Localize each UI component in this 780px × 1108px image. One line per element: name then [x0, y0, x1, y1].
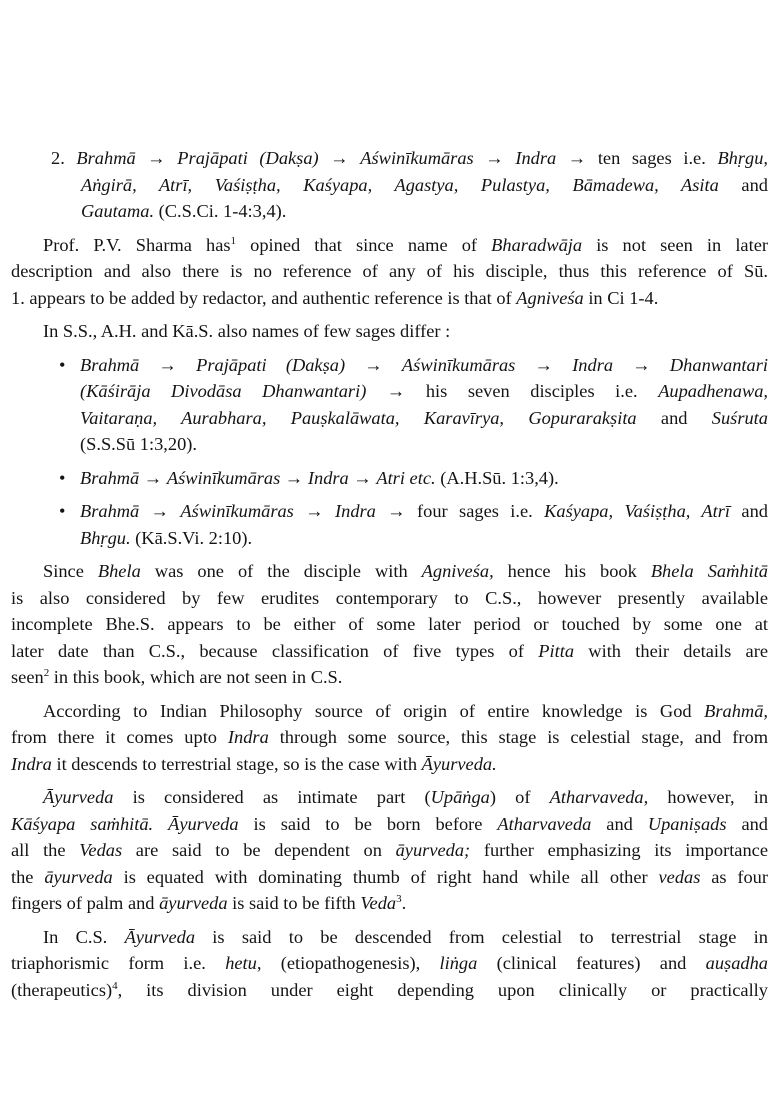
text-line [11, 638, 768, 665]
text-line [11, 465, 768, 492]
text-run: Vaitaraṇa, Aurabhara, Pauṣkalāwata, Karavīrya, Gopurarakṣita [80, 407, 637, 428]
text-run: further emphasizing its importance [470, 840, 768, 860]
text-run: Bharadwāja [491, 234, 583, 255]
text-run: through some source, this stage is celestial stage, and from [268, 727, 768, 747]
text-run: Aupadhenawa, [658, 381, 769, 401]
text-line [11, 977, 768, 1004]
text-run: Brahmā, [704, 700, 768, 721]
paragraph [11, 924, 768, 1004]
text-run: Upāṅga [430, 787, 490, 807]
text-line [11, 751, 768, 778]
text-run: Āyurveda [124, 926, 196, 947]
bullet-item [11, 465, 768, 492]
text-run: Atri etc. [376, 467, 436, 488]
paragraph [11, 784, 768, 917]
text-run: description and also there is no reference of any of his disciple, thus this reference of Sū. [11, 261, 768, 281]
text-run: is also considered by few erudites contemporary to C.S., however presently available [11, 587, 768, 608]
text-line [11, 258, 768, 285]
text-run: it descends to terrestrial stage, so is the case with [51, 753, 422, 774]
text-run: 1. appears to be added by redactor, and authentic reference is that of [11, 287, 517, 308]
text-run: Āyurveda. [421, 753, 497, 774]
text-run: Kaśyapa, Vaśiṣṭha, Atrī [544, 501, 731, 521]
text-run: Prajāpati (Dakṣa) [196, 354, 346, 375]
text-run: Aświnīkumāras [401, 354, 516, 375]
text-run: āyurveda [159, 893, 228, 913]
bullet-item [11, 352, 768, 458]
bullet-icon: • [59, 501, 66, 521]
text-line [11, 724, 768, 751]
text-run: Indra [335, 501, 376, 521]
text-run: as four [700, 866, 768, 887]
text-run: seen [11, 667, 44, 687]
text-line [11, 145, 768, 172]
text-line [11, 924, 768, 951]
text-run: Aświnīkumāras [180, 501, 294, 521]
text-line [11, 405, 768, 432]
text-run: Brahmā [76, 148, 136, 168]
text-run: → [515, 354, 573, 375]
text-line [11, 664, 768, 691]
bullet-icon: • [59, 354, 66, 375]
numbered-item [11, 145, 768, 225]
text-run: Suśruta [711, 407, 768, 428]
text-run: was one of the disciple with [140, 561, 422, 581]
text-line [11, 431, 768, 458]
text-run: all the [11, 840, 80, 860]
text-run: Bhṛgu, [717, 148, 769, 168]
text-line [11, 585, 768, 612]
footnote-ref: 3 [396, 893, 402, 905]
text-run: (A.H.Sū. 1:3,4). [435, 467, 559, 488]
text-run: Aṅgirā, Atrī, Vaśiṣṭha, Kaśyapa, Agastya, Pulastya, Bāmadewa, Asita [81, 174, 719, 195]
text-run: Aświnīkumāras [166, 467, 281, 488]
text-line [11, 318, 768, 345]
text-run: āyurveda [44, 866, 113, 887]
footnote-ref: 2 [43, 667, 50, 679]
text-run: later date than C.S., because classification of five types of [11, 640, 539, 661]
text-line [11, 698, 768, 725]
text-line [11, 784, 768, 811]
text-run: (Kāśirāja Divodāsa Dhanwantari) [80, 381, 367, 401]
text-run: is said to be descended from celestial to terrestrial stage in [195, 926, 768, 947]
text-run: → [348, 467, 377, 488]
text-run: → four sages i.e. [375, 501, 545, 521]
text-run: incomplete Bhe.S. appears to be either of some later period or touched by some one at [11, 614, 768, 634]
text-run: is equated with dominating thumb of right hand while all other [112, 866, 659, 887]
text-run: (S.S.Sū 1:3,20). [80, 434, 198, 454]
text-run: with their details are [574, 640, 768, 661]
text-run: Gautama. [81, 201, 155, 221]
text-run: → [613, 354, 670, 375]
text-run: → [293, 501, 335, 521]
text-run: is said to be fifth [227, 893, 361, 913]
text-run: Atharvaveda, [549, 787, 649, 807]
text-run: Prof. P.V. Sharma has [43, 234, 231, 255]
text-run: (therapeutics) [11, 979, 113, 1000]
text-run: → [280, 467, 308, 488]
footnote-ref: 4 [112, 979, 118, 992]
bullet-item [11, 498, 768, 551]
text-run: Indra [515, 148, 557, 168]
text-run: is not seen in later [582, 234, 768, 255]
text-run: vedas [658, 866, 701, 887]
text-run: from there it comes upto [11, 727, 228, 747]
text-run: Āyurveda [43, 787, 114, 807]
text-run: Bhela [97, 561, 141, 581]
text-run: Vedas [79, 840, 123, 860]
text-run: → [139, 467, 167, 488]
text-run: Indra [227, 727, 269, 747]
text-run: fingers of palm and [11, 893, 160, 913]
text-run: Aświnīkumāras [360, 148, 474, 168]
text-run: however, in [648, 787, 769, 807]
text-line [11, 232, 768, 259]
text-run: Kāśyapa saṁhitā. Āyurveda [11, 813, 239, 834]
paragraph [11, 318, 768, 345]
text-run: Agniveśa, [421, 561, 494, 581]
text-run: Bhela Saṁhitā [650, 561, 768, 581]
text-run: (C.S.Ci. 1-4:3,4). [154, 201, 287, 221]
text-run: is said to be born before [238, 813, 498, 834]
text-run: → [139, 501, 181, 521]
text-run: liṅga [439, 953, 478, 973]
text-run: and [730, 501, 768, 521]
text-line [11, 498, 768, 525]
text-run: Bhṛgu. [80, 527, 131, 548]
bullet-icon: • [59, 467, 66, 488]
text-run: and [591, 813, 648, 834]
text-line [11, 864, 768, 891]
text-run: (Kā.S.Vi. 2:10). [130, 527, 253, 548]
text-run: Brahmā [80, 354, 140, 375]
text-run: in Ci 1-4. [583, 287, 659, 308]
text-run: (clinical features) and [477, 953, 706, 973]
text-run: → his seven disciples i.e. [366, 381, 659, 401]
text-run: Indra [572, 354, 614, 375]
text-line [11, 172, 768, 199]
text-run: 2. [51, 148, 77, 168]
text-run: and [636, 407, 712, 428]
text-line [11, 811, 768, 838]
text-run: In C.S. [43, 926, 125, 947]
text-line [11, 198, 768, 225]
text-run: are said to be dependent on [122, 840, 396, 860]
text-run: Veda [360, 893, 397, 913]
text-run: ) of [489, 787, 550, 807]
paragraph [11, 698, 768, 778]
text-run: → [473, 148, 516, 168]
text-run: → ten sages i.e. [556, 148, 718, 168]
text-run: Since [43, 561, 98, 581]
text-run: hence his book [493, 561, 651, 581]
text-run: Indra [307, 467, 349, 488]
text-line [11, 525, 768, 552]
text-run: According to Indian Philosophy source of origin of entire knowledge is God [43, 700, 705, 721]
text-line [11, 378, 768, 405]
text-run: Indra [11, 753, 52, 774]
text-line [11, 611, 768, 638]
text-run: Brahmā [80, 501, 140, 521]
text-run: and [726, 813, 768, 834]
text-run: Prajāpati (Dakṣa) [177, 148, 319, 168]
text-run: → [139, 354, 197, 375]
text-run: → [345, 354, 402, 375]
text-run: and [718, 174, 768, 195]
text-line [11, 558, 768, 585]
text-run: in this book, which are not seen in C.S. [49, 667, 343, 687]
text-run: → [135, 148, 178, 168]
text-run: (etiopathogenesis), [261, 953, 440, 973]
text-run: āyurveda; [395, 840, 471, 860]
text-run: . [401, 893, 407, 913]
text-run: opined that since name of [236, 234, 492, 255]
text-line [11, 890, 768, 917]
text-run: Upaniṣads [647, 813, 727, 834]
text-run: the [11, 866, 45, 887]
text-line [11, 352, 768, 379]
paragraph [11, 558, 768, 691]
text-run: auṣadha [705, 953, 768, 973]
text-run: , its division under eight depending upon clinically or practically [117, 979, 768, 1000]
text-run: In S.S., A.H. and Kā.S. also names of few sages differ : [43, 321, 451, 341]
text-run: is considered as intimate part ( [113, 787, 431, 807]
paragraph [11, 232, 768, 312]
text-run: → [318, 148, 361, 168]
text-run: Dhanwantari [669, 354, 769, 375]
text-run: triaphorismic form i.e. [11, 953, 226, 973]
text-run: Brahmā [80, 467, 140, 488]
footnote-ref: 1 [230, 234, 237, 247]
text-run: Atharvaveda [497, 813, 592, 834]
text-line [11, 837, 768, 864]
text-run: hetu, [225, 953, 262, 973]
text-line [11, 950, 768, 977]
text-line [11, 285, 768, 312]
text-run: Pitta [538, 640, 575, 661]
text-run: Agniveśa [516, 287, 584, 308]
